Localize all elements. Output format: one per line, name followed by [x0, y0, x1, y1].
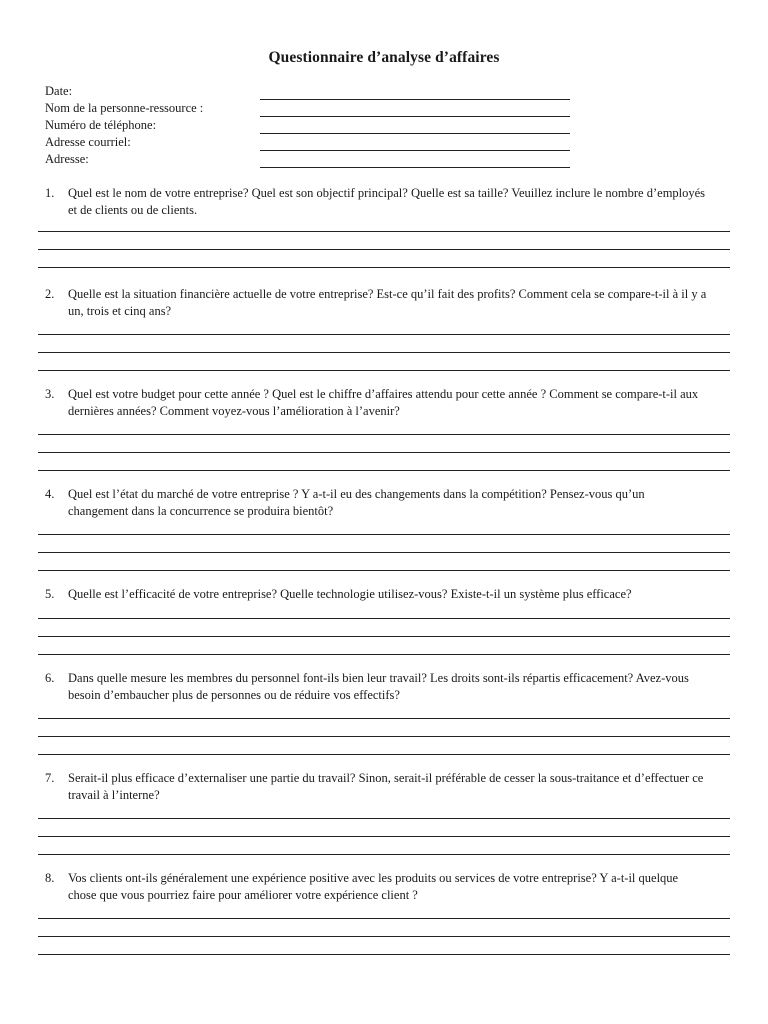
- question-8: [38, 870, 730, 955]
- answer-lines[interactable]: [38, 918, 730, 955]
- question-number: 3.: [45, 387, 55, 401]
- question-number: 8.: [45, 871, 55, 885]
- answer-line[interactable]: [38, 754, 730, 755]
- question-text: Quel est l’état du marché de votre entreprise ? Y a-t-il eu des changements dans la compétition? Pensez-vous qu’un changement dans la concurrence se produira bientôt?: [68, 487, 645, 518]
- question-number: 4.: [45, 487, 55, 501]
- question-text: Dans quelle mesure les membres du personnel font-ils bien leur travail? Les droits sont-ils répartis efficacement? Avez-vous besoin d’embaucher plus de personnes ou de réduire vos effectifs?: [68, 671, 689, 702]
- question-3: [38, 386, 730, 471]
- answer-line[interactable]: [38, 736, 730, 754]
- answer-line[interactable]: [38, 818, 730, 836]
- answer-line[interactable]: [38, 854, 730, 855]
- field-email: [45, 135, 575, 152]
- answer-line[interactable]: [38, 918, 730, 936]
- answer-line[interactable]: [38, 470, 730, 471]
- document-title: Questionnaire d’analyse d’affaires: [268, 49, 500, 66]
- answer-line[interactable]: [38, 954, 730, 955]
- answer-line[interactable]: [38, 249, 730, 267]
- answer-line[interactable]: [38, 618, 730, 636]
- field-label: Adresse courriel:: [45, 135, 131, 149]
- question-number: 6.: [45, 671, 55, 685]
- answer-line[interactable]: [38, 570, 730, 571]
- question-7: [38, 770, 730, 855]
- answer-lines[interactable]: [38, 534, 730, 571]
- answer-lines[interactable]: [38, 434, 730, 471]
- answer-line[interactable]: [38, 936, 730, 954]
- question-2: [38, 286, 730, 371]
- contact-fields: [45, 84, 575, 169]
- answer-line[interactable]: [38, 370, 730, 371]
- answer-line[interactable]: [38, 636, 730, 654]
- answer-lines[interactable]: [38, 818, 730, 855]
- question-text: Quelle est la situation financière actuelle de votre entreprise? Est-ce qu’il fait des profits? Comment cela se compare-t-il à il y a un, trois et cinq ans?: [68, 287, 707, 318]
- field-label: Numéro de téléphone:: [45, 118, 157, 132]
- field-address: [45, 152, 575, 169]
- question-text: Quel est le nom de votre entreprise? Quel est son objectif principal? Quelle est sa taille? Veuillez inclure le nombre d’employés et de clients ou de clients.: [68, 186, 706, 217]
- field-phone: [45, 118, 575, 135]
- question-text: Quelle est l’efficacité de votre entreprise? Quelle technologie utilisez-vous? Existe-t-il un système plus efficace?: [68, 587, 632, 601]
- question-number: 5.: [45, 587, 55, 601]
- question-text: Quel est votre budget pour cette année ? Quel est le chiffre d’affaires attendu pour cette année ? Comment se compare-t-il aux dernières années? Comment voyez-vous l’amélioration à l’avenir?: [68, 387, 699, 418]
- answer-line[interactable]: [38, 836, 730, 854]
- field-contact-person: [45, 101, 575, 118]
- answer-lines[interactable]: [38, 718, 730, 755]
- field-blank-line[interactable]: [260, 167, 570, 168]
- question-4: [38, 486, 730, 571]
- question-number: 2.: [45, 287, 55, 301]
- field-label: Nom de la personne-ressource :: [45, 101, 204, 115]
- answer-line[interactable]: [38, 654, 730, 655]
- answer-line[interactable]: [38, 552, 730, 570]
- field-blank-line[interactable]: [260, 116, 570, 117]
- answer-line[interactable]: [38, 267, 730, 268]
- field-label: Adresse:: [45, 152, 89, 166]
- field-date: [45, 84, 575, 101]
- answer-line[interactable]: [38, 534, 730, 552]
- answer-line[interactable]: [38, 352, 730, 370]
- question-number: 1.: [45, 186, 55, 200]
- question-6: [38, 670, 730, 755]
- answer-line[interactable]: [38, 434, 730, 452]
- question-text: Serait-il plus efficace d’externaliser une partie du travail? Sinon, serait-il préférable de cesser la sous-traitance et d’effectuer ce travail à l’interne?: [68, 771, 704, 802]
- question-5: [38, 586, 730, 655]
- field-blank-line[interactable]: [260, 99, 570, 100]
- question-text: Vos clients ont-ils généralement une expérience positive avec les produits ou services de votre entreprise? Y a-t-il quelque chose que vous pourriez faire pour améliorer votre expérience client ?: [68, 871, 679, 902]
- answer-line[interactable]: [38, 452, 730, 470]
- question-1: [38, 185, 730, 268]
- answer-lines[interactable]: [38, 618, 730, 655]
- answer-lines[interactable]: [38, 231, 730, 268]
- answer-line[interactable]: [38, 718, 730, 736]
- question-number: 7.: [45, 771, 55, 785]
- answer-lines[interactable]: [38, 334, 730, 371]
- answer-line[interactable]: [38, 334, 730, 352]
- field-label: Date:: [45, 84, 73, 98]
- answer-line[interactable]: [38, 231, 730, 249]
- field-blank-line[interactable]: [260, 133, 570, 134]
- field-blank-line[interactable]: [260, 150, 570, 151]
